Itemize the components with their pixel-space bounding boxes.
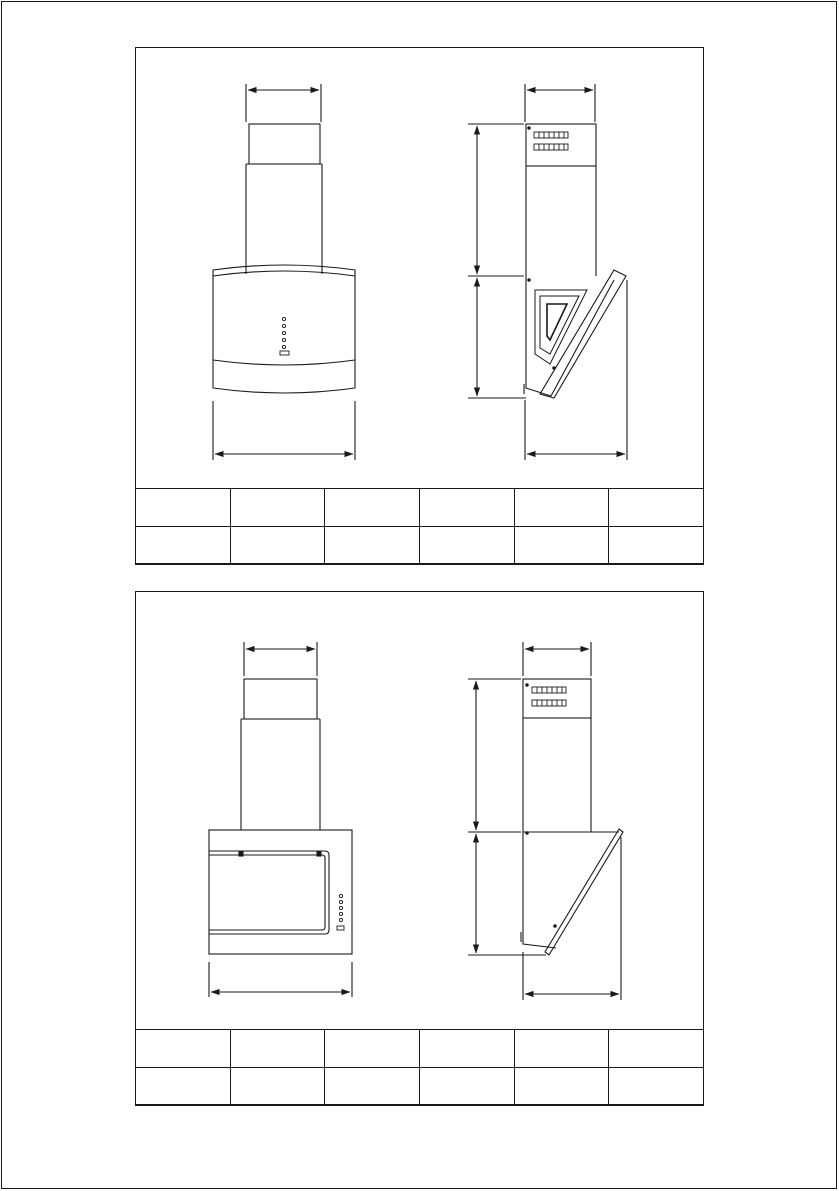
table-cell	[609, 527, 704, 565]
table-cell	[230, 1030, 325, 1068]
table-cell	[325, 489, 420, 527]
table-row	[136, 527, 704, 565]
table-cell	[514, 1030, 609, 1068]
table-cell	[419, 489, 514, 527]
upper-chimney	[249, 124, 320, 164]
table-cell	[514, 527, 609, 565]
table-cell	[419, 1068, 514, 1106]
front-view-box	[209, 642, 352, 997]
table-cell	[136, 489, 231, 527]
curved-canopy	[213, 265, 355, 393]
upper-chimney-side	[523, 679, 591, 718]
panel-box-hood	[135, 591, 704, 1105]
table-cell	[609, 1068, 704, 1106]
canopy-divider	[213, 360, 355, 365]
table-cell	[325, 1030, 420, 1068]
table-row	[136, 489, 704, 527]
table-cell	[419, 527, 514, 565]
table-cell	[609, 1030, 704, 1068]
control-buttons-icon	[337, 894, 344, 930]
panel-curved-hood	[135, 47, 704, 564]
slanted-glass	[545, 829, 623, 955]
box-canopy	[209, 830, 352, 954]
spec-table-box	[135, 1029, 704, 1106]
control-buttons-icon	[280, 317, 289, 355]
table-cell	[419, 1030, 514, 1068]
table-cell	[325, 527, 420, 565]
table-row	[136, 1068, 704, 1106]
table-cell	[136, 1068, 231, 1106]
upper-chimney-side	[526, 124, 596, 166]
box-body-side	[523, 832, 556, 948]
table-cell	[514, 1068, 609, 1106]
front-view-curved	[213, 84, 355, 460]
table-cell	[325, 1068, 420, 1106]
glass-panel	[209, 851, 329, 934]
spec-table-curved	[135, 488, 704, 565]
table-row	[136, 1030, 704, 1068]
table-cell	[609, 489, 704, 527]
side-view-curved	[468, 84, 627, 460]
table-cell	[230, 489, 325, 527]
table-cell	[514, 489, 609, 527]
table-cell	[136, 1030, 231, 1068]
side-view-box	[468, 642, 623, 1000]
table-cell	[230, 527, 325, 565]
table-cell	[136, 527, 231, 565]
table-cell	[230, 1068, 325, 1106]
vent-slots-icon	[532, 687, 566, 706]
vent-slots-icon	[534, 132, 568, 150]
motor-housing	[526, 276, 614, 396]
upper-chimney	[244, 679, 317, 719]
